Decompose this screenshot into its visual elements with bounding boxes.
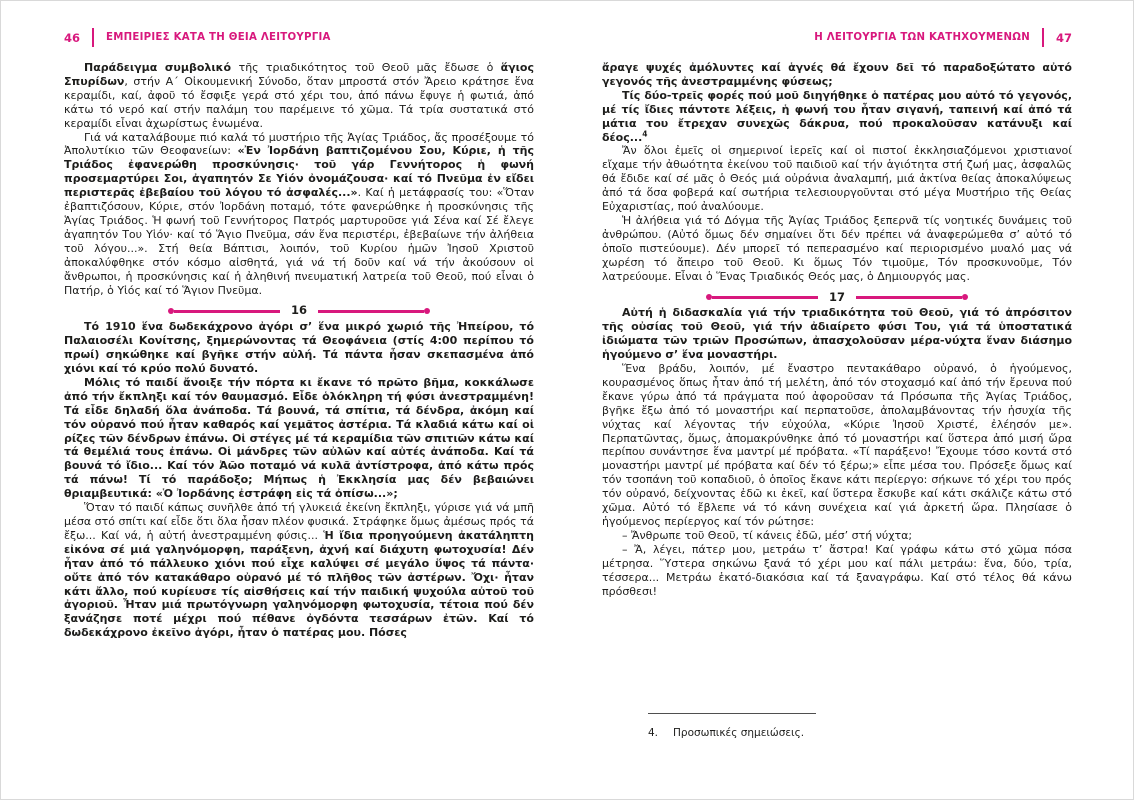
section-number: 17 [829,289,846,304]
paragraph: Τό 1910 ἕνα δωδεκάχρονο ἀγόρι σ’ ἕνα μικρό χωριό τῆς Ἠπείρου, τό Παλαιοσέλι Κονίτσης, ξημερώνοντας τά Θεοφάνεια (στίς 4:00 περίπου τό πρωί) σηκώθηκε καί βγῆκε στήν αὐλή. Τά πάντα ἦσαν σκεπασμένα ἀπό χιόνι καί τό κρύο πολύ δυνατό. [64,320,534,376]
divider-dot [962,294,968,300]
footnote-rule [648,713,816,714]
divider-rule [712,296,818,298]
paragraph: – Ἄνθρωπε τοῦ Θεοῦ, τί κάνεις ἐδῶ, μέσ’ στή νύχτα; [622,528,913,542]
section-divider [706,291,968,305]
left-running-title: ΕΜΠΕΙΡΙΕΣ ΚΑΤΑ ΤΗ ΘΕΙΑ ΛΕΙΤΟΥΡΓΙΑ [106,32,331,43]
footnote-number: 4. [648,727,659,739]
paragraph: – Ἄ, λέγει, πάτερ μου, μετράω τ’ ἄστρα! Καί γράφω κάτω στό χῶμα πόσα μέτρησα. Ὕστερα σηκώνω ξανά τό χέρι μου καί πάλι μετράω: ἕνα, δύο, τρία, τέσσερα... Μετράω ἑκατό-διακόσια καί τά ξαναγράφω. Καί στό τέλος θά κάνω πρόσθεσι! [602,542,1072,598]
paragraph: Ἄν ὅλοι ἐμεῖς οἱ σημερινοί ἱερεῖς καί οἱ πιστοί ἐκκλησιαζόμενοι χριστιανοί εἴχαμε τήν ἀθωότητα ἐκείνου τοῦ παιδιοῦ καί τήν ἁγιότητα στή ζωή μας, ἀσφαλῶς θά ἔδιδε καί σέ μᾶς ὁ Θεός μιά οὐράνια ἀναλαμπή, μιά ἀκτίνα θείας ἀποκαλύψεως ἀπό τά ὅσα φοβερά καί σωτήρια τελεσιουργοῦνται στό μέγα Μυστήριο τῆς Θείας Εὐχαριστίας, πού ἀναλύουμε. [602,144,1072,214]
page-right [602,1,1072,800]
paragraph: Τίς δύο-τρεῖς φορές πού μοῦ διηγήθηκε ὁ πατέρας μου αὐτό τό γεγονός, μέ τίς ἴδιες πάντοτε λέξεις, ἡ φωνή του ἦταν σιγανή, ταπεινή καί ἀπό τά μάτια του ἔτρεχαν συνεχῶς δάκρυα, πού προκαλοῦσαν κατάνυξι καί δέος...$^4$ [602,88,1072,144]
divider-dot [424,308,430,314]
footnote-text: Προσωπικές σημειώσεις. [673,727,805,739]
paragraph: Ὅταν τό παιδί κάπως συνῆλθε ἀπό τή γλυκειά ἐκείνη ἔκπληξι, γύρισε γιά νά μπῆ μέσα στό σπίτι καί εἶδε ὅτι ὅλα ἦσαν πλέον φυσικά. Στράφηκε ὅμως ἀμέσως πρός τά ἔξω... Καί νά, ἡ αὐτή ἀνεστραμμένη φύσις... Ἡ ἴδια προηγούμενη ἀκατάληπτη εἰκόνα σέ μιά γαληνόμορφη, παράξενη, ἀχνή καί διάχυτη φωτοχυσία! Δέν ἦταν ἀπό τό πάλλευκο χιόνι πού εἶχε καλύψει σέ μεγάλο ὕψος τά πάντα· οὔτε ἀπό τόν κατακάθαρο οὐρανό μέ τό πλῆθος τῶν ἀστέρων. Ὄχι· ἦταν κάτι ἄλλο, πού κυρίευσε τίς αἰσθήσεις καί τήν παιδική ψυχούλα αὐτοῦ τοῦ ἀγοριοῦ. Ἦταν μιά πρωτόγνωρη γαληνόμορφη φωτοχυσία, τέτοια πού δέν ξανάζησε ποτέ μέχρι πού πέθανε ὀγδόντα τεσσάρων ἐτῶν. Καί τό δωδεκάχρονο ἐκεῖνο ἀγόρι, ἦταν ὁ πατέρας μου. Πόσες [64,501,534,640]
paragraph: Γιά νά καταλάβουμε πιό καλά τό μυστήριο τῆς Ἁγίας Τριάδος, ἄς προσέξουμε τό Ἀπολυτίκιο τῶν Θεοφανείων: «Ἐν Ἰορδάνη βαπτιζομένου Σου, Κύριε, ἡ τῆς Τριάδος ἐφανερώθη προσκύνησις· τοῦ γάρ Γεννήτορος ἡ φωνή προσεμαρτύρει Σοι, ἀγαπητόν Σε Υἱόν ὀνομάζουσα· καί τό Πνεῦμα ἐν εἴδει περιστερᾶς ἐβεβαίου τοῦ λόγου τό ἀσφαλές...». Καί ἡ μετάφρασίς του: «Ὅταν ἐβαπτιζόσουν, Κύριε, στόν Ἰορδάνη ποταμό, τότε φανερώθηκε ἡ προσκύνησις τῆς Ἁγίας Τριάδος. Ἡ φωνή τοῦ Γεννήτορος Πατρός μαρτυροῦσε γιά Σένα καί Σέ ἔλεγε ἀγαπητόν Του Υἱόν· καί τό Ἅγιο Πνεῦμα, σάν ἕνα περιστέρι, ἐβεβαίωνε τήν ἀλήθεια τοῦ λόγου...». Στή θεία Βάπτισι, λοιπόν, τοῦ Κυρίου ἡμῶν Ἰησοῦ Χριστοῦ ἀποκαλύφθηκε στόν κόσμο αἰσθητά, γιά νά τή δοῦν καί νά τήν ἀκούσουν οἱ ἄνθρωποι, ἡ προσκύνησις καί ἡ ἀληθινή πνευματική λατρεία τοῦ Θεοῦ, πού εἶναι ὁ Πατήρ, ὁ Υἱός καί τό Ἅγιον Πνεῦμα. [64,130,534,297]
paragraph: Μόλις τό παιδί ἄνοιξε τήν πόρτα κι ἔκανε τό πρῶτο βῆμα, κοκκάλωσε ἀπό τήν ἔκπληξι καί τόν θαυμασμό. Εἶδε ὁλόκληρη τή φύσι ἀνεστραμμένη! Τά εἶδε δηλαδή ὅλα ἀνάποδα. Τά βουνά, τά σπίτια, τά δένδρα, ἀκόμη καί τόν οὐρανό πού ἦταν καθαρός καί γεμᾶτος ἀστέρια. Τά κλαδιά κάτω καί οἱ ρίζες τῶν δένδρων ἐπάνω. Οἱ στέγες μέ τά κεραμίδια τῶν σπιτιῶν κάτω καί τά θεμέλιά τους ἐπάνω. Οἱ μάνδρες τῶν αὐλῶν καί αὐτές ἀνάποδα. Καί τά βουνά τό ἴδιο... Καί τόν Ἀῶο ποταμό νά κυλᾶ ἀντίστροφα, ἀπό κάτω πρός τά πάνω! Τί τό παράδοξο; Μήπως ἡ Ἐκκλησία μας δέν βεβαιώνει θριαμβευτικά: «Ὁ Ἰορδάνης ἐστράφη εἰς τά ὀπίσω...»; [64,375,534,501]
right-page-header [602,28,1072,47]
paragraph: Παράδειγμα συμβολικό τῆς τριαδικότητος τοῦ Θεοῦ μᾶς ἔδωσε ὁ ἅγιος Σπυρίδων, στήν Α´ Οἰκουμενική Σύνοδο, ὅταν μπροστά στόν Ἄρειο κράτησε ἕνα κεραμίδι, καί, ἀφοῦ τό ἔσφιξε γερά στό χέρι του, ἀπό πάνω ἔφυγε ἡ φωτιά, ἀπό κάτω τό νερό καί στήν παλάμη του παρέμεινε τό χῶμα. Τά τρία συστατικά στό κεραμίδι εἶναι ἀχωρίστως ἑνωμένα. [64,61,534,130]
left-page-number: 46 [64,30,81,45]
header-divider-rule [1042,28,1044,47]
paragraph: Ἕνα βράδυ, λοιπόν, μέ ἔναστρο πεντακάθαρο οὐρανό, ὁ ἡγούμενος, κουρασμένος ὅπως ἦταν ἀπό τή μελέτη, ἀπό τόν στοχασμό καί ἀπό τήν ἔρευνα πού ἔκανε γύρω ἀπό τά πράγματα πού ἀφοροῦσαν τά Πρόσωπα τῆς Ἁγίας Τριάδος, βγῆκε ἔξω ἀπό τό μοναστήρι καί περπατοῦσε, ἀπολαμβάνοντας τήν ἡσυχία τῆς νύχτας καί λέγοντας τήν εὐχούλα, «Κύριε Ἰησοῦ Χριστέ, ἐλέησόν με». Περπατῶντας, ὅμως, ἀπομακρύνθηκε ἀπό τό μοναστήρι καί ὕστερα ἀπό μισή ὥρα περίπου συνάντησε ἕνα μαντρί μέ πρόβατα. «Τί παράξενο! Ἔχουμε τόσο κοντά στό μοναστήρι μαντρί μέ πρόβατα καί δέν τό ξέρω;» εἶπε μέσα του. Πρόσεξε ὅμως καί τόν τσοπάνη τοῦ κοπαδιοῦ, ὁ ὁποῖος ἔκανε κάτι περίεργο: σήκωνε τό χέρι του πρός τόν οὐρανό, δείχνοντας ἐδῶ κι ἐκεῖ, καί ὕστερα ἔσκυβε καί κάτι σκάλιζε κάτω στό χῶμα. Αὐτό τό ἔβλεπε νά τό κάνη συνέχεια καί γιά ἀρκετή ὥρα. Πλησίασε ὁ ἡγούμενος περίεργος καί τόν ρώτησε: [602,362,1072,528]
divider-rule [318,310,424,312]
footnote-line [648,727,1068,740]
right-running-title: Η ΛΕΙΤΟΥΡΓΙΑ ΤΩΝ ΚΑΤΗΧΟΥΜΕΝΩΝ [814,32,1030,43]
paragraph: Αὐτή ἡ διδασκαλία γιά τήν τριαδικότητα τοῦ Θεοῦ, γιά τό ἀπρόσιτον τῆς οὐσίας τοῦ Θεοῦ, γιά τήν ἀδιαίρετο φύσι Του, γιά τά ὑποστατικά ἰδιώματα τῶν τριῶν Προσώπων, ἀπασχολοῦσαν μέρα-νύχτα ἕναν διάσημο ἡγούμενο σ’ ἕνα μοναστήρι. [602,306,1072,362]
right-page-body [602,61,1072,598]
left-page-header [64,28,534,47]
divider-rule [856,296,962,298]
right-page-number: 47 [1055,30,1072,45]
left-page-body [64,61,534,640]
section-number: 16 [291,303,308,318]
footnote [648,713,1068,740]
page-left [64,1,534,800]
section-divider [168,304,430,318]
paragraph: ἄραγε ψυχές ἀμόλυντες καί ἁγνές θά ἔχουν δεῖ τό παραδοξώτατο αὐτό γεγονός τῆς ἀνεστραμμένης φύσεως; [602,61,1072,88]
header-divider-rule [92,28,94,47]
paragraph: Ἡ ἀλήθεια γιά τό Δόγμα τῆς Ἁγίας Τριάδος ξεπερνᾶ τίς νοητικές δυνάμεις τοῦ ἀνθρώπου. (Αὐτό ὅμως δέν σημαίνει ὅτι δέν πρέπει νά ἀναφερώμεθα σ’ αὐτό τό ὁποῖο πιστεύουμε). Δέν μπορεῖ τό πεπερασμένο καί περιορισμένο μυαλό μας νά χωρέση τό ἄπειρο τοῦ Θεοῦ. Κι ὅμως Τόν τιμοῦμε, Τόν προσκυνοῦμε, Τόν λατρεύουμε. Εἶναι ὁ Ἕνας Τριαδικός Θεός μας, ὁ Δημιουργός μας. [602,213,1072,283]
divider-rule [174,310,280,312]
